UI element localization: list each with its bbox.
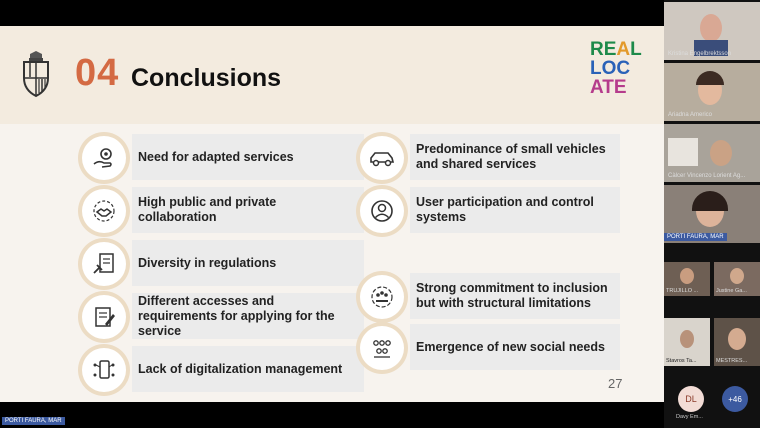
slide-page-number: 27 xyxy=(608,376,623,391)
participant-video xyxy=(680,330,694,348)
slide-header xyxy=(0,26,664,124)
participant-tile[interactable] xyxy=(664,63,760,121)
application-form-icon xyxy=(82,295,126,339)
participant-name: PORTI FAURA, MAR xyxy=(664,233,727,241)
user-circle-icon xyxy=(360,189,404,233)
community-icon xyxy=(360,326,404,370)
participant-tile[interactable] xyxy=(664,124,760,182)
participant-name: Stavros Ta... xyxy=(666,358,697,364)
participants-panel xyxy=(664,0,760,428)
participant-tile[interactable] xyxy=(664,185,760,243)
participant-avatar[interactable]: DL xyxy=(678,386,704,412)
participant-name: Ariadna Americo xyxy=(668,112,713,118)
conclusion-label: Lack of digitalization management xyxy=(132,346,364,392)
participant-name: Kristina Engelbrektsson xyxy=(668,51,732,57)
participant-video xyxy=(680,268,694,284)
participant-tile[interactable] xyxy=(714,318,760,366)
conclusion-label: Strong commitment to inclusion but with structural limitations xyxy=(410,273,620,319)
participant-tile[interactable] xyxy=(664,318,710,366)
reallocate-logo: REAL LOC ATE xyxy=(590,39,642,98)
active-speaker-tag: PORTI FAURA, MAR xyxy=(2,417,65,425)
participant-name: Davy Em... xyxy=(676,414,703,420)
handshake-icon xyxy=(82,189,126,233)
section-number: 04 xyxy=(75,52,120,94)
participant-name: TRUJILLO ... xyxy=(666,288,699,294)
participant-video xyxy=(728,328,746,350)
hand-gear-icon xyxy=(82,136,126,180)
inclusion-group-icon xyxy=(360,275,404,319)
regulations-document-icon xyxy=(82,242,126,286)
presentation-slide xyxy=(0,26,664,402)
section-title: Conclusions xyxy=(131,64,282,92)
participant-tile[interactable] xyxy=(664,262,710,296)
conclusion-label: User participation and control systems xyxy=(410,187,620,233)
participant-tile[interactable] xyxy=(714,262,760,296)
participant-name: Justine Ga... xyxy=(716,288,747,294)
conclusion-label: Different accesses and requirements for applying for the service xyxy=(132,293,364,339)
conclusion-label: Diversity in regulations xyxy=(132,240,364,286)
slide-body xyxy=(0,124,664,402)
conclusion-label: Need for adapted services xyxy=(132,134,364,180)
car-icon xyxy=(360,136,404,180)
conclusion-label: Emergence of new social needs xyxy=(410,324,620,370)
more-participants-button[interactable]: +46 xyxy=(722,386,748,412)
participant-name: MESTRES... xyxy=(716,358,748,364)
participant-video xyxy=(730,268,744,284)
conclusion-label: High public and private collaboration xyxy=(132,187,364,233)
conclusion-label: Predominance of small vehicles and shared services xyxy=(410,134,620,180)
barcelona-crest-icon xyxy=(16,50,56,98)
participant-name: Càlcer Vincenzo Lorient Ag... xyxy=(668,173,746,179)
smartphone-network-icon xyxy=(82,348,126,392)
participant-tile[interactable] xyxy=(664,2,760,60)
participant-video xyxy=(710,140,732,166)
participant-video xyxy=(700,14,722,42)
